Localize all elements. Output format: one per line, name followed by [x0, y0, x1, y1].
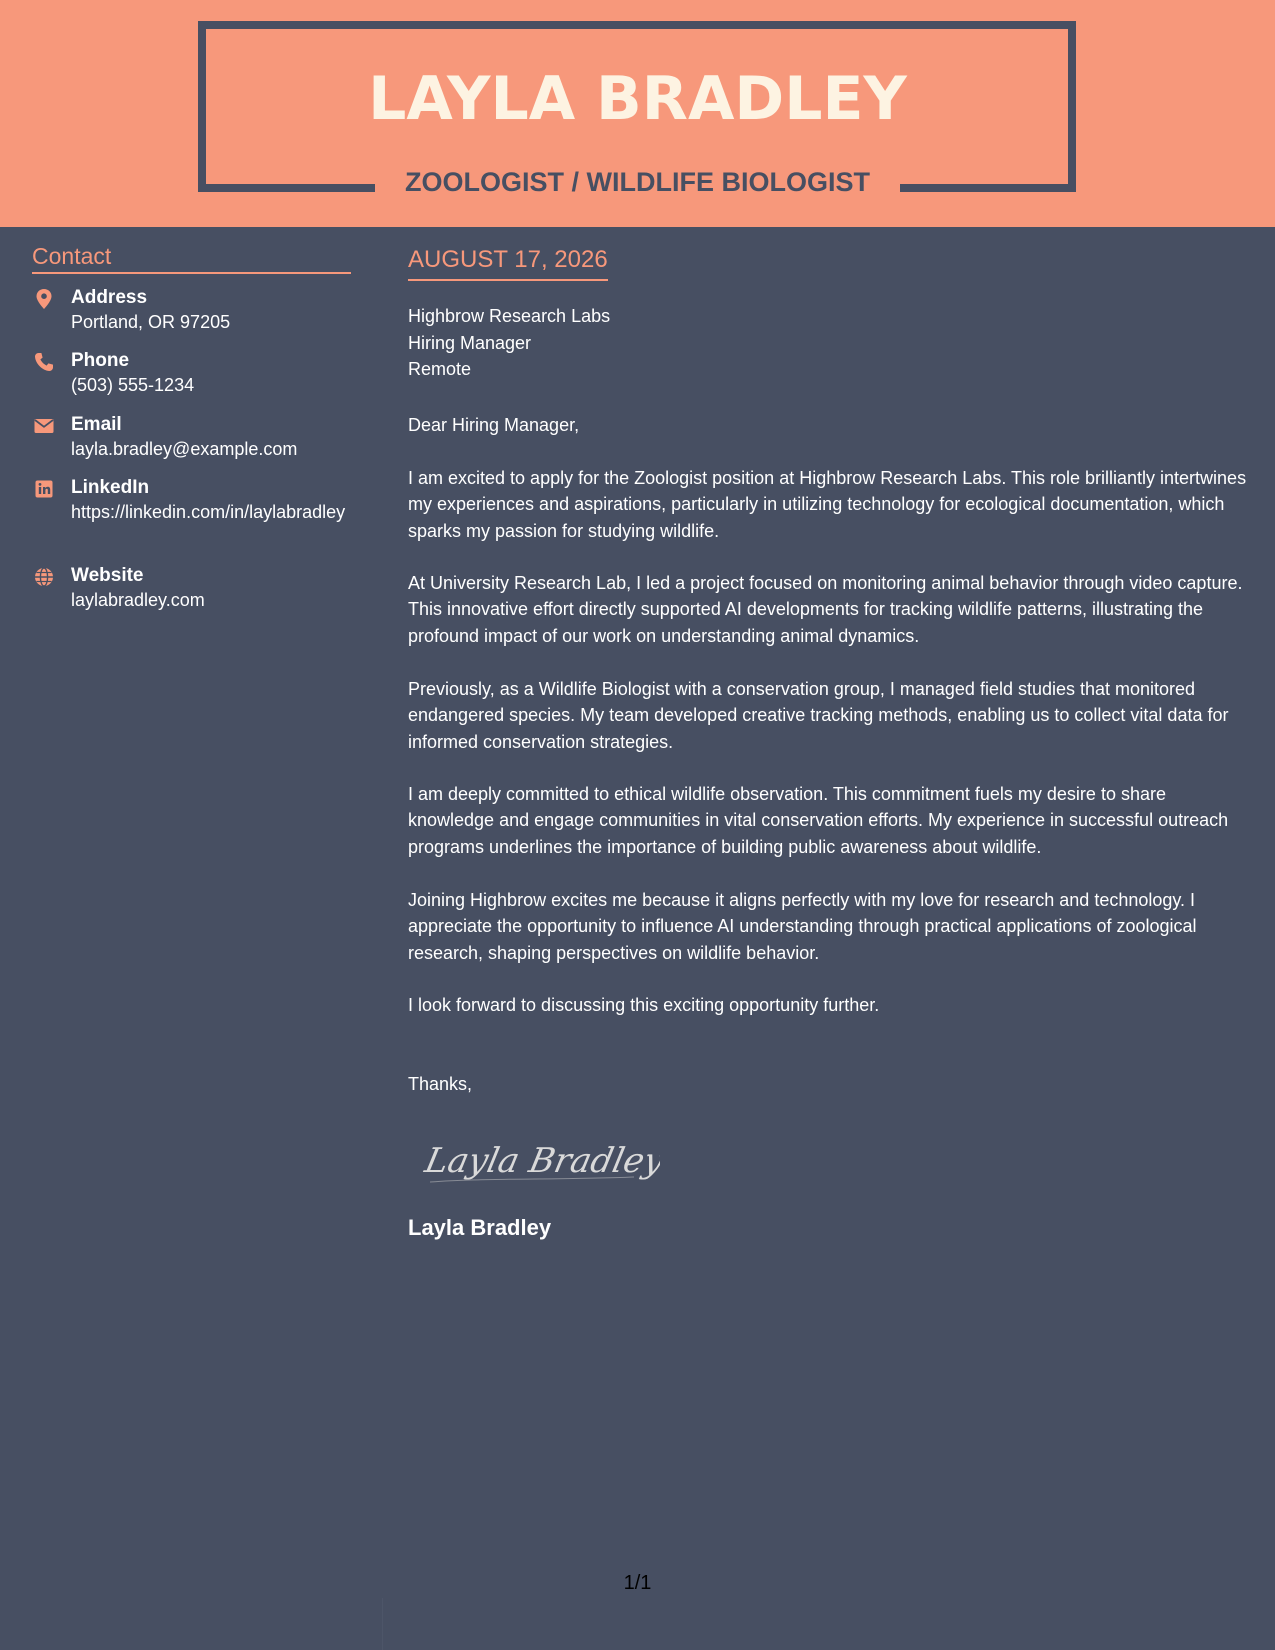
letter-paragraph: I am excited to apply for the Zoologist position at Highbrow Research Labs. This role brilliantly intertwines my experiences and aspirations, particularly in utilizing technology for ecological documentation, which sparks my passion for studying wildlife. [408, 468, 1247, 541]
letter-paragraph: I look forward to discussing this exciting opportunity further. [408, 995, 880, 1015]
contact-value: (503) 555-1234 [71, 375, 195, 395]
contact-value: https://linkedin.com/in/laylabradley [71, 502, 346, 522]
linkedin-icon [32, 477, 56, 501]
page-number: 1/1 [623, 1572, 652, 1594]
recipient-block [408, 303, 1248, 383]
contact-value: Portland, OR 97205 [71, 312, 231, 332]
envelope-icon [32, 414, 56, 438]
contact-value: layla.bradley@example.com [71, 439, 298, 459]
letter-date: AUGUST 17, 2026 [408, 245, 608, 281]
globe-icon [32, 565, 56, 589]
job-title: ZOOLOGIST / WILDLIFE BIOLOGIST [375, 163, 900, 201]
recipient-company: Highbrow Research Labs [408, 306, 611, 326]
contact-heading: Contact [32, 243, 351, 274]
location-pin-icon [32, 287, 56, 311]
letter-paragraph: Joining Highbrow excites me because it aligns perfectly with my love for research and technology. I appreciate the opportunity to influence AI understanding through practical applications of zoological research, shaping perspectives on wildlife behavior. [408, 890, 1197, 963]
recipient-title: Hiring Manager [408, 332, 532, 353]
handwritten-signature [420, 1122, 660, 1207]
letter-paragraph: At University Research Lab, I led a project focused on monitoring animal behavior through video capture. This innovative effort directly supported AI developments for tracking wildlife patterns, illustrating the profound impact of our work on understanding animal dynamics. [408, 573, 1243, 646]
contact-label: LinkedIn [71, 477, 150, 498]
letter-paragraph: Previously, as a Wildlife Biologist with a conservation group, I managed field studies that monitored endangered species. My team developed creative tracking methods, enabling us to collect vital data for informed conservation strategies. [408, 679, 1229, 752]
contact-label: Website [71, 565, 144, 586]
header-banner [0, 0, 1275, 227]
contact-label: Email [71, 414, 122, 435]
candidate-name: LAYLA BRADLEY [368, 64, 907, 134]
svg-text:Layla Bradley: Layla Bradley [421, 1141, 660, 1181]
contact-value: laylabradley.com [71, 590, 205, 610]
page-divider [382, 1598, 383, 1650]
signed-name: Layla Bradley [408, 1215, 552, 1240]
recipient-location: Remote [408, 359, 472, 379]
letter-paragraph: I am deeply committed to ethical wildlife observation. This commitment fuels my desire to share knowledge and engage communities in vital conservation efforts. My experience in successful outreach programs underlines the importance of building public awareness about wildlife. [408, 784, 1229, 857]
salutation: Dear Hiring Manager, [408, 415, 580, 435]
contact-label: Phone [71, 350, 130, 371]
contact-label: Address [71, 287, 148, 308]
closing: Thanks, [408, 1074, 473, 1094]
phone-icon [32, 350, 56, 374]
